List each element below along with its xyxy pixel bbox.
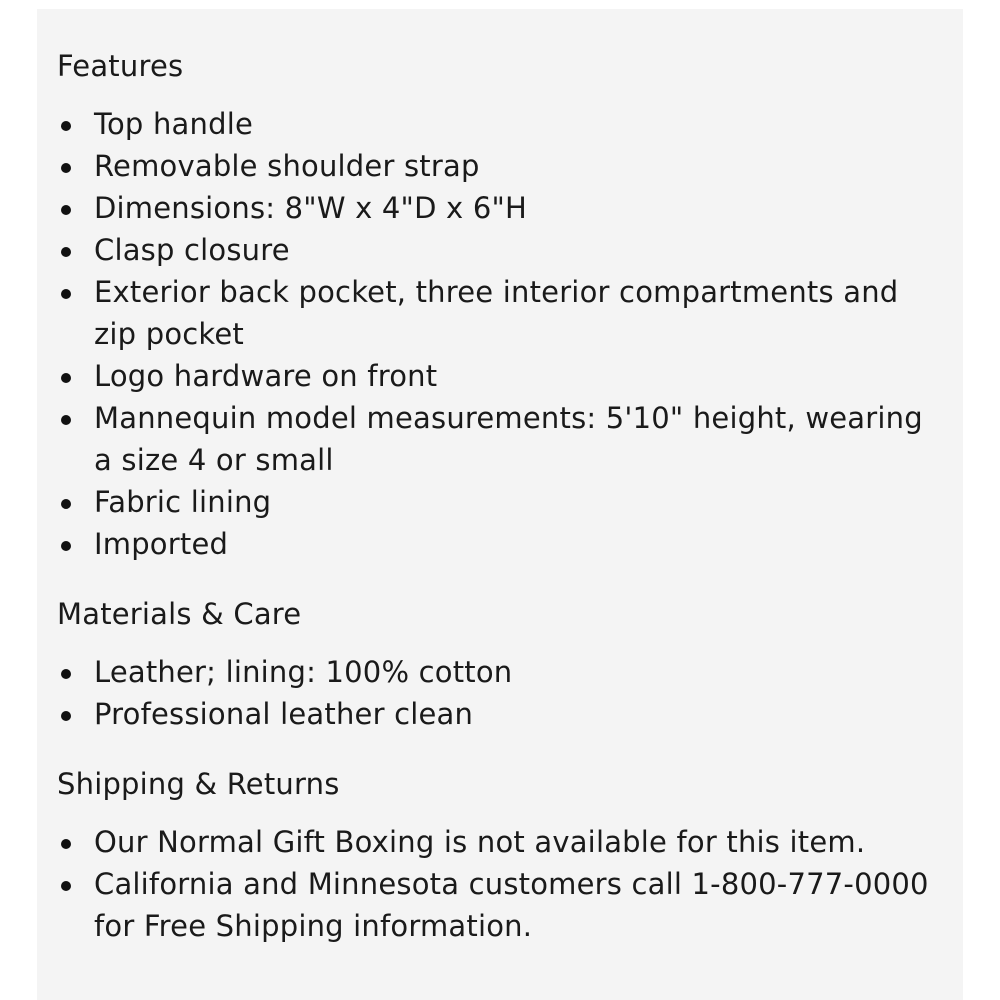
list-item <box>57 863 943 947</box>
list-item <box>57 187 943 229</box>
shipping-returns-list <box>57 821 943 947</box>
materials-care-section <box>57 595 943 735</box>
list-item-text: Exterior back pocket, three interior compartments and zip pocket <box>94 275 899 351</box>
bullet-icon <box>61 881 71 891</box>
list-item <box>57 523 943 565</box>
list-item <box>57 693 943 735</box>
bullet-icon <box>61 541 71 551</box>
features-list <box>57 103 943 565</box>
bullet-icon <box>61 711 71 721</box>
list-item <box>57 229 943 271</box>
bullet-icon <box>61 839 71 849</box>
list-item-text: Fabric lining <box>94 485 272 519</box>
features-section <box>57 47 943 565</box>
bullet-icon <box>61 289 71 299</box>
list-item-text: Professional leather clean <box>94 697 474 731</box>
list-item-text: Imported <box>94 527 229 561</box>
materials-care-list <box>57 651 943 735</box>
list-item-text: Dimensions: 8"W x 4"D x 6"H <box>94 191 528 225</box>
list-item <box>57 271 943 355</box>
bullet-icon <box>61 499 71 509</box>
bullet-icon <box>61 415 71 425</box>
features-heading: Features <box>57 49 184 83</box>
list-item-text: Clasp closure <box>94 233 290 267</box>
list-item-text: California and Minnesota customers call 1-800-777-0000 for Free Shipping information. <box>94 867 929 943</box>
list-item <box>57 651 943 693</box>
bullet-icon <box>61 373 71 383</box>
list-item-text: Mannequin model measurements: 5'10" height, wearing a size 4 or small <box>94 401 923 477</box>
list-item-text: Logo hardware on front <box>94 359 438 393</box>
list-item-text: Leather; lining: 100% cotton <box>94 655 513 689</box>
bullet-icon <box>61 669 71 679</box>
list-item-text: Removable shoulder strap <box>94 149 480 183</box>
bullet-icon <box>61 247 71 257</box>
shipping-returns-heading: Shipping & Returns <box>57 767 340 801</box>
bullet-icon <box>61 205 71 215</box>
list-item-text: Our Normal Gift Boxing is not available for this item. <box>94 825 866 859</box>
list-item <box>57 145 943 187</box>
product-details-panel <box>37 9 963 1000</box>
shipping-returns-section <box>57 765 943 947</box>
list-item <box>57 821 943 863</box>
list-item <box>57 355 943 397</box>
list-item <box>57 103 943 145</box>
list-item <box>57 481 943 523</box>
bullet-icon <box>61 121 71 131</box>
list-item-text: Top handle <box>94 107 253 141</box>
bullet-icon <box>61 163 71 173</box>
list-item <box>57 397 943 481</box>
materials-care-heading: Materials & Care <box>57 597 302 631</box>
